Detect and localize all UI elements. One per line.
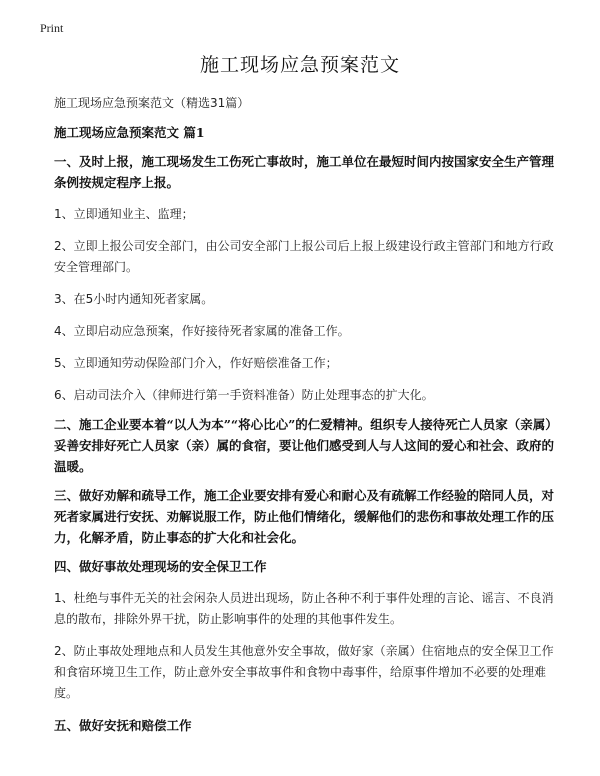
section-heading: 施工现场应急预案范文 篇1 (54, 125, 205, 140)
paragraph: 1、杜绝与事件无关的社会闲杂人员进出现场，防止各种不利于事件处理的言论、谣言、不良消息的散布，排除外界干扰，防止影响事件的处理的其他事件发生。 (54, 591, 554, 626)
document-subtitle: 施工现场应急预案范文（精选31篇） (54, 96, 250, 110)
section-heading: 四、做好事故处理现场的安全保卫工作 (54, 559, 267, 574)
paragraph: 3、在5小时内通知死者家属。 (54, 292, 214, 306)
paragraph-bold: 一、及时上报，施工现场发生工伤死亡事故时，施工单位在最短时间内按国家安全生产管理条例按规定程序上报。 (54, 154, 555, 190)
page-title: 施工现场应急预案范文 (199, 54, 400, 76)
print-label: Print (40, 21, 64, 35)
paragraph-bold: 二、施工企业要本着“以人为本”“将心比心”的仁爱精神。组织专人接待死亡人员家（亲属）妥善安排好死亡人员家（亲）属的食宿，要让他们感受到人与人这间的爱心和社会、政府的温暖。 (54, 417, 558, 474)
paragraph: 6、启动司法介入（律师进行第一手资料准备）防止处理事态的扩大化。 (54, 388, 434, 402)
section-heading: 五、做好安抚和赔偿工作 (54, 718, 192, 733)
paragraph: 5、立即通知劳动保险部门介入，作好赔偿准备工作； (54, 356, 338, 370)
paragraph: 4、立即启动应急预案，作好接待死者家属的准备工作。 (54, 324, 350, 338)
paragraph-bold: 三、做好劝解和疏导工作，施工企业要安排有爱心和耐心及有疏解工作经验的陪同人员，对死者家属进行安抚、劝解说服工作，防止他们情绪化，缓解他们的悲伤和事故处理工作的压力，化解矛盾，防止事态的扩大化和社会化。 (54, 488, 555, 545)
paragraph: 2、防止事故处理地点和人员发生其他意外安全事故，做好家（亲属）住宿地点的安全保卫工作和食宿环境卫生工作，防止意外安全事故事件和食物中毒事件，给原事件增加不必要的处理难度。 (54, 644, 554, 700)
paragraph: 2、立即上报公司安全部门，由公司安全部门上报公司后上报上级建设行政主管部门和地方行政安全管理部门。 (54, 239, 554, 274)
paragraph: 1、立即通知业主、监理； (54, 207, 194, 221)
document-body (54, 93, 559, 736)
